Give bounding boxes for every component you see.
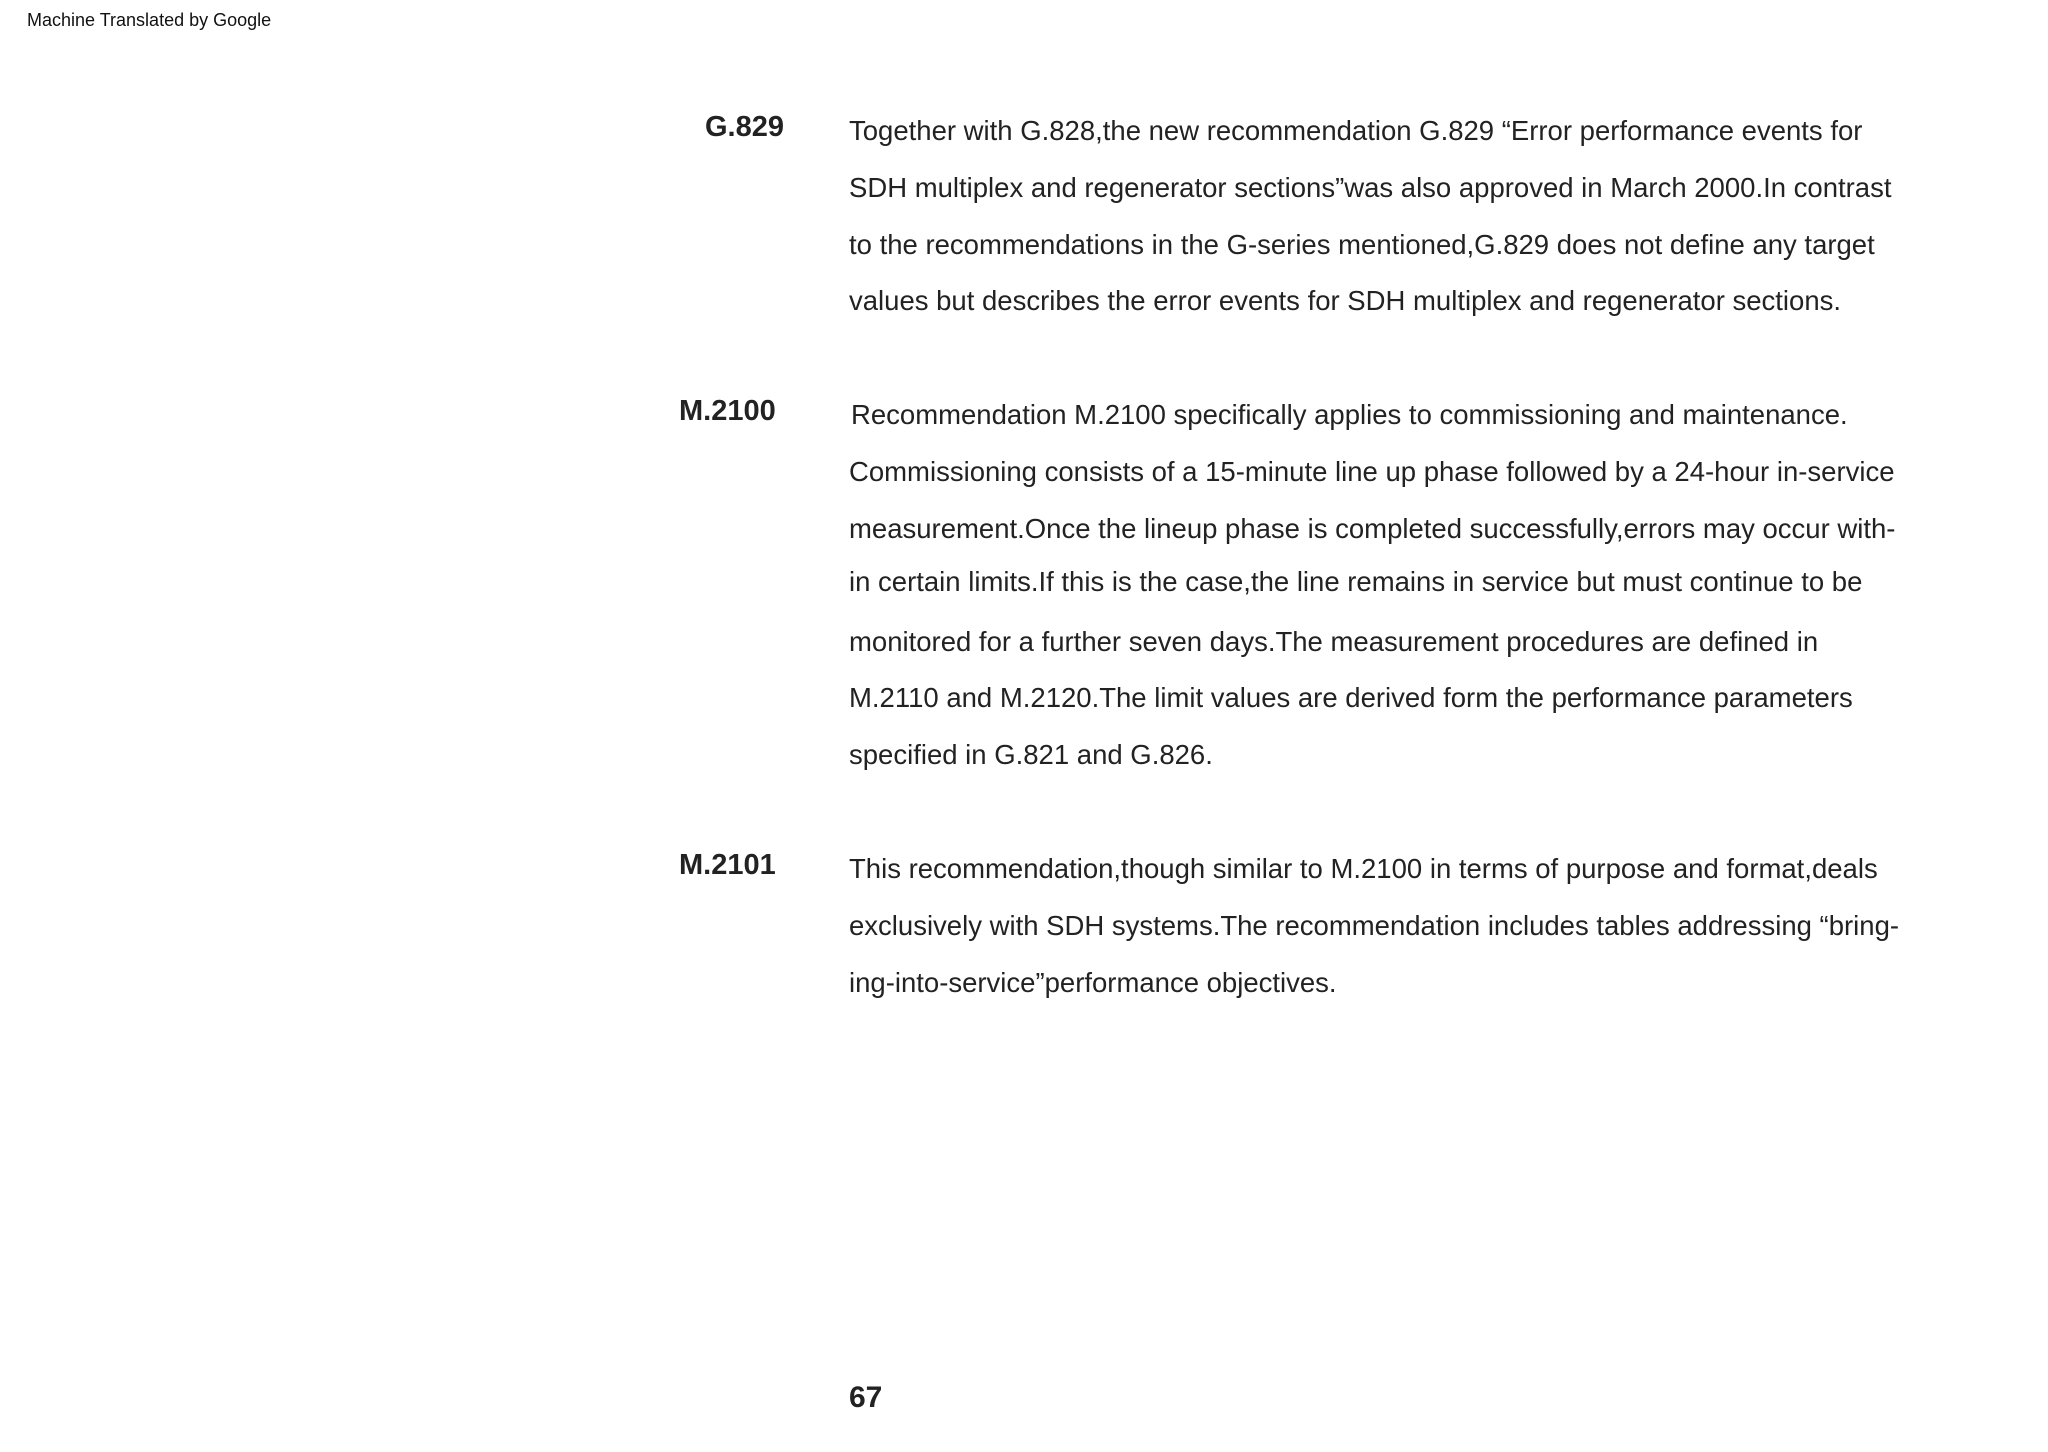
page-number: 67 <box>849 1381 883 1414</box>
paragraph-line: Together with G.828,the new recommendation G.829 “Error performance events for <box>849 115 1863 146</box>
paragraph-line: This recommendation,though similar to M.2100 in terms of purpose and format,deals <box>849 853 1878 884</box>
paragraph-line: measurement.Once the lineup phase is completed successfully,errors may occur with- <box>849 513 1896 544</box>
section-label: M.2100 <box>679 395 776 427</box>
paragraph-line: monitored for a further seven days.The measurement procedures are defined in <box>849 626 1819 657</box>
paragraph-line: SDH multiplex and regenerator sections”was also approved in March 2000.In contrast <box>849 172 1892 203</box>
paragraph-line: values but describes the error events for SDH multiplex and regenerator sections. <box>849 285 1842 316</box>
paragraph-line: in certain limits.If this is the case,the line remains in service but must continue to be <box>849 566 1863 597</box>
paragraph-line: Commissioning consists of a 15-minute line up phase followed by a 24-hour in-service <box>849 456 1895 487</box>
paragraph-line: ing-into-service”performance objectives. <box>849 967 1337 998</box>
paragraph-line: to the recommendations in the G-series mentioned,G.829 does not define any target <box>849 229 1875 260</box>
section-label: M.2101 <box>679 849 776 881</box>
paragraph-line: specified in G.821 and G.826. <box>849 739 1213 770</box>
translation-notice: Machine Translated by Google <box>27 10 272 30</box>
paragraph-line: exclusively with SDH systems.The recommendation includes tables addressing “bring- <box>849 910 1900 941</box>
paragraph-line: M.2110 and M.2120.The limit values are derived form the performance parameters <box>849 682 1853 713</box>
paragraph-line: Recommendation M.2100 specifically applies to commissioning and maintenance. <box>851 399 1848 430</box>
section-label: G.829 <box>705 111 784 143</box>
